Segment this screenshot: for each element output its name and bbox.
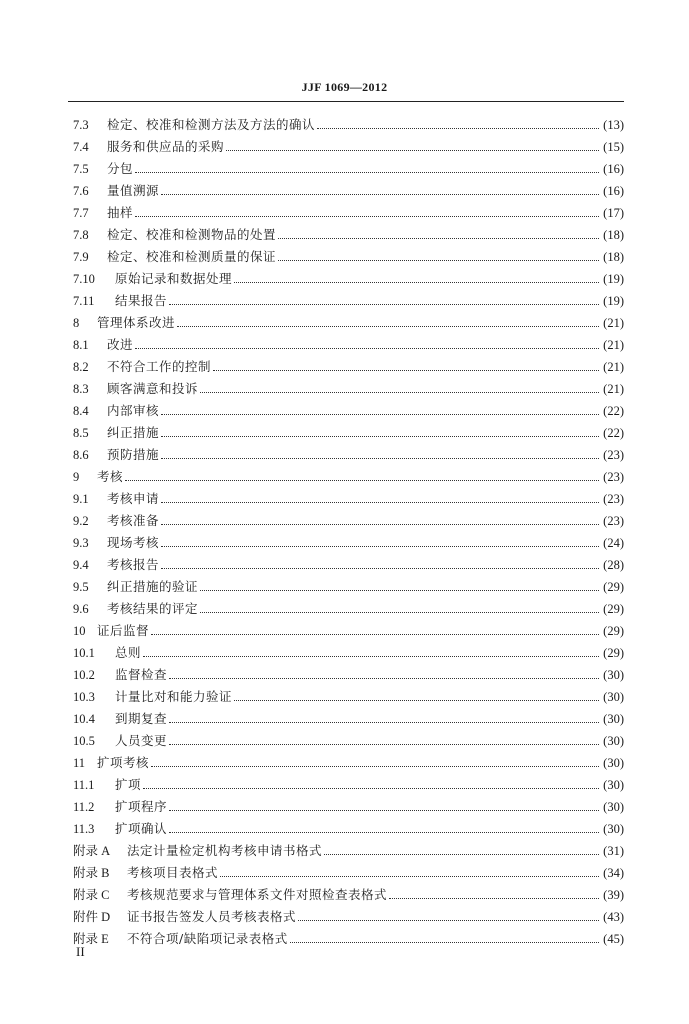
toc-entry-title: 考核准备 xyxy=(107,513,160,528)
toc-entry-title: 管理体系改进 xyxy=(97,315,176,330)
toc-entry-title: 扩项确认 xyxy=(115,821,168,836)
toc-entry-page: (30) xyxy=(603,712,624,726)
toc-entry xyxy=(73,444,624,466)
toc-entry-page: (29) xyxy=(603,580,624,594)
toc-entry xyxy=(73,774,624,796)
toc-entry-number: 9.1 xyxy=(73,492,89,506)
toc-entry-page: (28) xyxy=(603,558,624,572)
dot-leader xyxy=(135,215,599,217)
toc-entry xyxy=(73,334,624,356)
toc-entry-number: 7.4 xyxy=(73,140,89,154)
toc-entry xyxy=(73,884,624,906)
toc-entry-title: 考核项目表格式 xyxy=(127,865,219,880)
toc-entry-number: 7.8 xyxy=(73,228,89,242)
toc-entry xyxy=(73,906,624,928)
toc-entry-number: 8.6 xyxy=(73,448,89,462)
toc-entry-title: 不符合工作的控制 xyxy=(107,359,212,374)
toc-entry-title: 不符合项/缺陷项记录表格式 xyxy=(127,931,288,946)
toc-entry-number: 附录 C xyxy=(73,888,110,902)
dot-leader xyxy=(143,655,599,657)
dot-leader xyxy=(135,347,599,349)
dot-leader xyxy=(161,545,599,547)
toc-entry-number: 7.9 xyxy=(73,250,89,264)
toc-entry xyxy=(73,400,624,422)
toc-entry-number: 9.4 xyxy=(73,558,89,572)
running-header: JJF 1069—2012 xyxy=(301,80,388,94)
toc-entry xyxy=(73,620,624,642)
toc-entry-page: (23) xyxy=(603,448,624,462)
toc-entry xyxy=(73,224,624,246)
toc-entry-number: 8 xyxy=(73,316,80,330)
dot-leader xyxy=(234,699,599,701)
dot-leader xyxy=(161,435,599,437)
toc-entry-page: (30) xyxy=(603,800,624,814)
dot-leader xyxy=(200,391,599,393)
page-number: II xyxy=(76,944,85,959)
toc-entry-title: 人员变更 xyxy=(115,733,168,748)
toc-entry-title: 结果报告 xyxy=(115,293,168,308)
toc-entry xyxy=(73,818,624,840)
toc-entry-title: 计量比对和能力验证 xyxy=(115,689,233,704)
toc-entry-title: 顾客满意和投诉 xyxy=(107,381,199,396)
toc-entry-page: (45) xyxy=(603,932,624,946)
toc-entry-number: 11.1 xyxy=(73,778,95,792)
toc-entry xyxy=(73,466,624,488)
toc-entry-title: 改进 xyxy=(107,337,134,352)
toc-entry-page: (22) xyxy=(603,404,624,418)
toc-entry-number: 9 xyxy=(73,470,80,484)
toc-entry-page: (15) xyxy=(603,140,624,154)
toc-entry-number: 9.6 xyxy=(73,602,89,616)
toc-entry-number: 9.5 xyxy=(73,580,89,594)
toc-entry xyxy=(73,664,624,686)
toc-entry-page: (30) xyxy=(603,778,624,792)
dot-leader xyxy=(389,897,599,899)
toc-entry-number: 10 xyxy=(73,624,86,638)
toc-entry xyxy=(73,840,624,862)
dot-leader xyxy=(169,831,599,833)
dot-leader xyxy=(177,325,599,327)
toc-entry-number: 8.4 xyxy=(73,404,89,418)
toc-entry xyxy=(73,752,624,774)
toc-entry-title: 考核规范要求与管理体系文件对照检查表格式 xyxy=(127,887,388,902)
toc-entry-title: 监督检查 xyxy=(115,667,168,682)
toc-entry-page: (30) xyxy=(603,690,624,704)
toc-entry xyxy=(73,576,624,598)
toc-entry-title: 考核申请 xyxy=(107,491,160,506)
dot-leader xyxy=(169,721,599,723)
toc-entry-number: 8.5 xyxy=(73,426,89,440)
dot-leader xyxy=(234,281,599,283)
toc-entry-page: (21) xyxy=(603,338,624,352)
toc-entry-number: 附录 E xyxy=(73,932,109,946)
toc-entry xyxy=(73,158,624,180)
toc-entry-title: 预防措施 xyxy=(107,447,160,462)
dot-leader xyxy=(278,237,599,239)
toc-entry xyxy=(73,422,624,444)
toc-entry-page: (18) xyxy=(603,250,624,264)
toc-entry xyxy=(73,114,624,136)
dot-leader xyxy=(200,611,599,613)
toc-entry-number: 7.10 xyxy=(73,272,95,286)
toc-entry-page: (39) xyxy=(603,888,624,902)
toc-entry xyxy=(73,378,624,400)
toc-entry-page: (30) xyxy=(603,822,624,836)
toc-entry-number: 7.5 xyxy=(73,162,89,176)
dot-leader xyxy=(125,479,599,481)
dot-leader xyxy=(169,303,599,305)
toc-entry-page: (29) xyxy=(603,646,624,660)
toc-entry xyxy=(73,796,624,818)
toc-entry-page: (19) xyxy=(603,294,624,308)
dot-leader xyxy=(161,413,599,415)
dot-leader xyxy=(169,809,599,811)
toc-entry-title: 检定、校准和检测质量的保证 xyxy=(107,249,277,264)
toc-entry-title: 检定、校准和检测方法及方法的确认 xyxy=(107,117,316,132)
toc-entry-title: 考核报告 xyxy=(107,557,160,572)
toc-entry-page: (16) xyxy=(603,184,624,198)
toc-entry xyxy=(73,246,624,268)
dot-leader xyxy=(290,941,599,943)
toc-entry-page: (21) xyxy=(603,360,624,374)
toc-entry xyxy=(73,686,624,708)
toc-entry-title: 法定计量检定机构考核申请书格式 xyxy=(127,843,323,858)
toc-entry-title: 证后监督 xyxy=(97,623,150,638)
toc-entry xyxy=(73,510,624,532)
toc-entry-number: 附件 D xyxy=(73,910,111,924)
toc-entry-number: 7.6 xyxy=(73,184,89,198)
toc-entry-number: 11 xyxy=(73,756,86,770)
toc-entry xyxy=(73,928,624,950)
toc-entry xyxy=(73,598,624,620)
dot-leader xyxy=(161,501,599,503)
toc-entry-number: 附录 B xyxy=(73,866,110,880)
toc-entry xyxy=(73,356,624,378)
toc-entry xyxy=(73,136,624,158)
toc-entry-page: (22) xyxy=(603,426,624,440)
toc-entry-page: (17) xyxy=(603,206,624,220)
toc-entry-number: 9.2 xyxy=(73,514,89,528)
dot-leader xyxy=(200,589,599,591)
toc-entry-page: (23) xyxy=(603,492,624,506)
dot-leader xyxy=(161,193,599,195)
toc-entry-title: 量值溯源 xyxy=(107,183,160,198)
toc-entry-title: 分包 xyxy=(107,161,134,176)
dot-leader xyxy=(143,787,599,789)
toc-entry-title: 总则 xyxy=(115,645,142,660)
toc-entry-title: 扩项考核 xyxy=(97,755,150,770)
toc-entry-number: 7.11 xyxy=(73,294,95,308)
toc-entry-number: 11.3 xyxy=(73,822,95,836)
toc-entry-page: (19) xyxy=(603,272,624,286)
toc-entry-title: 扩项程序 xyxy=(115,799,168,814)
toc-entry-number: 10.3 xyxy=(73,690,95,704)
dot-leader xyxy=(226,149,599,151)
toc-entry-page: (23) xyxy=(603,470,624,484)
dot-leader xyxy=(298,919,599,921)
toc-entry-title: 扩项 xyxy=(115,777,142,792)
toc-entry-page: (29) xyxy=(603,624,624,638)
toc-entry-title: 考核结果的评定 xyxy=(107,601,199,616)
dot-leader xyxy=(135,171,599,173)
dot-leader xyxy=(161,523,599,525)
toc-entry-number: 附录 A xyxy=(73,844,111,858)
toc-entry xyxy=(73,862,624,884)
toc-entry-title: 考核 xyxy=(97,469,124,484)
toc-entry xyxy=(73,554,624,576)
dot-leader xyxy=(213,369,599,371)
dot-leader xyxy=(324,853,599,855)
toc-entry-page: (24) xyxy=(603,536,624,550)
toc-entry-number: 10.5 xyxy=(73,734,95,748)
dot-leader xyxy=(169,677,599,679)
toc-entry-title: 证书报告签发人员考核表格式 xyxy=(127,909,297,924)
toc-entry-title: 抽样 xyxy=(107,205,134,220)
toc-entry xyxy=(73,642,624,664)
header-rule xyxy=(68,101,624,102)
toc-entry-page: (30) xyxy=(603,734,624,748)
toc-entry-number: 8.2 xyxy=(73,360,89,374)
dot-leader xyxy=(169,743,599,745)
toc-entry-page: (16) xyxy=(603,162,624,176)
toc-entry xyxy=(73,290,624,312)
dot-leader xyxy=(317,127,599,129)
toc-entry-page: (34) xyxy=(603,866,624,880)
toc-entry-title: 检定、校准和检测物品的处置 xyxy=(107,227,277,242)
toc-entry xyxy=(73,180,624,202)
dot-leader xyxy=(151,765,599,767)
toc-entry-page: (29) xyxy=(603,602,624,616)
dot-leader xyxy=(151,633,599,635)
toc-entry-page: (31) xyxy=(603,844,624,858)
toc-entry xyxy=(73,488,624,510)
dot-leader xyxy=(161,567,599,569)
dot-leader xyxy=(220,875,599,877)
toc-entry-page: (21) xyxy=(603,316,624,330)
toc-entry-number: 8.3 xyxy=(73,382,89,396)
toc-entry-number: 7.7 xyxy=(73,206,89,220)
toc-entry-title: 纠正措施的验证 xyxy=(107,579,199,594)
toc-entry xyxy=(73,730,624,752)
toc-entry xyxy=(73,708,624,730)
toc-entry-page: (18) xyxy=(603,228,624,242)
toc-entry-title: 原始记录和数据处理 xyxy=(115,271,233,286)
toc-entry-page: (21) xyxy=(603,382,624,396)
toc-entry-title: 现场考核 xyxy=(107,535,160,550)
dot-leader xyxy=(161,457,599,459)
toc-entry-title: 纠正措施 xyxy=(107,425,160,440)
toc-entry-page: (43) xyxy=(603,910,624,924)
toc-entry xyxy=(73,312,624,334)
toc-entry-page: (30) xyxy=(603,756,624,770)
toc-entry-number: 7.3 xyxy=(73,118,89,132)
toc-entry-title: 内部审核 xyxy=(107,403,160,418)
toc-entry-number: 9.3 xyxy=(73,536,89,550)
toc-entry-page: (23) xyxy=(603,514,624,528)
toc-entry-number: 10.2 xyxy=(73,668,95,682)
toc-entry xyxy=(73,532,624,554)
toc-entry-title: 到期复查 xyxy=(115,711,168,726)
toc-entry xyxy=(73,202,624,224)
toc-entry-page: (30) xyxy=(603,668,624,682)
table-of-contents xyxy=(73,114,624,950)
dot-leader xyxy=(278,259,599,261)
toc-entry-number: 10.1 xyxy=(73,646,95,660)
toc-entry-number: 10.4 xyxy=(73,712,95,726)
toc-entry-number: 8.1 xyxy=(73,338,89,352)
toc-entry-number: 11.2 xyxy=(73,800,95,814)
toc-entry-title: 服务和供应品的采购 xyxy=(107,139,225,154)
toc-entry-page: (13) xyxy=(603,118,624,132)
toc-entry xyxy=(73,268,624,290)
